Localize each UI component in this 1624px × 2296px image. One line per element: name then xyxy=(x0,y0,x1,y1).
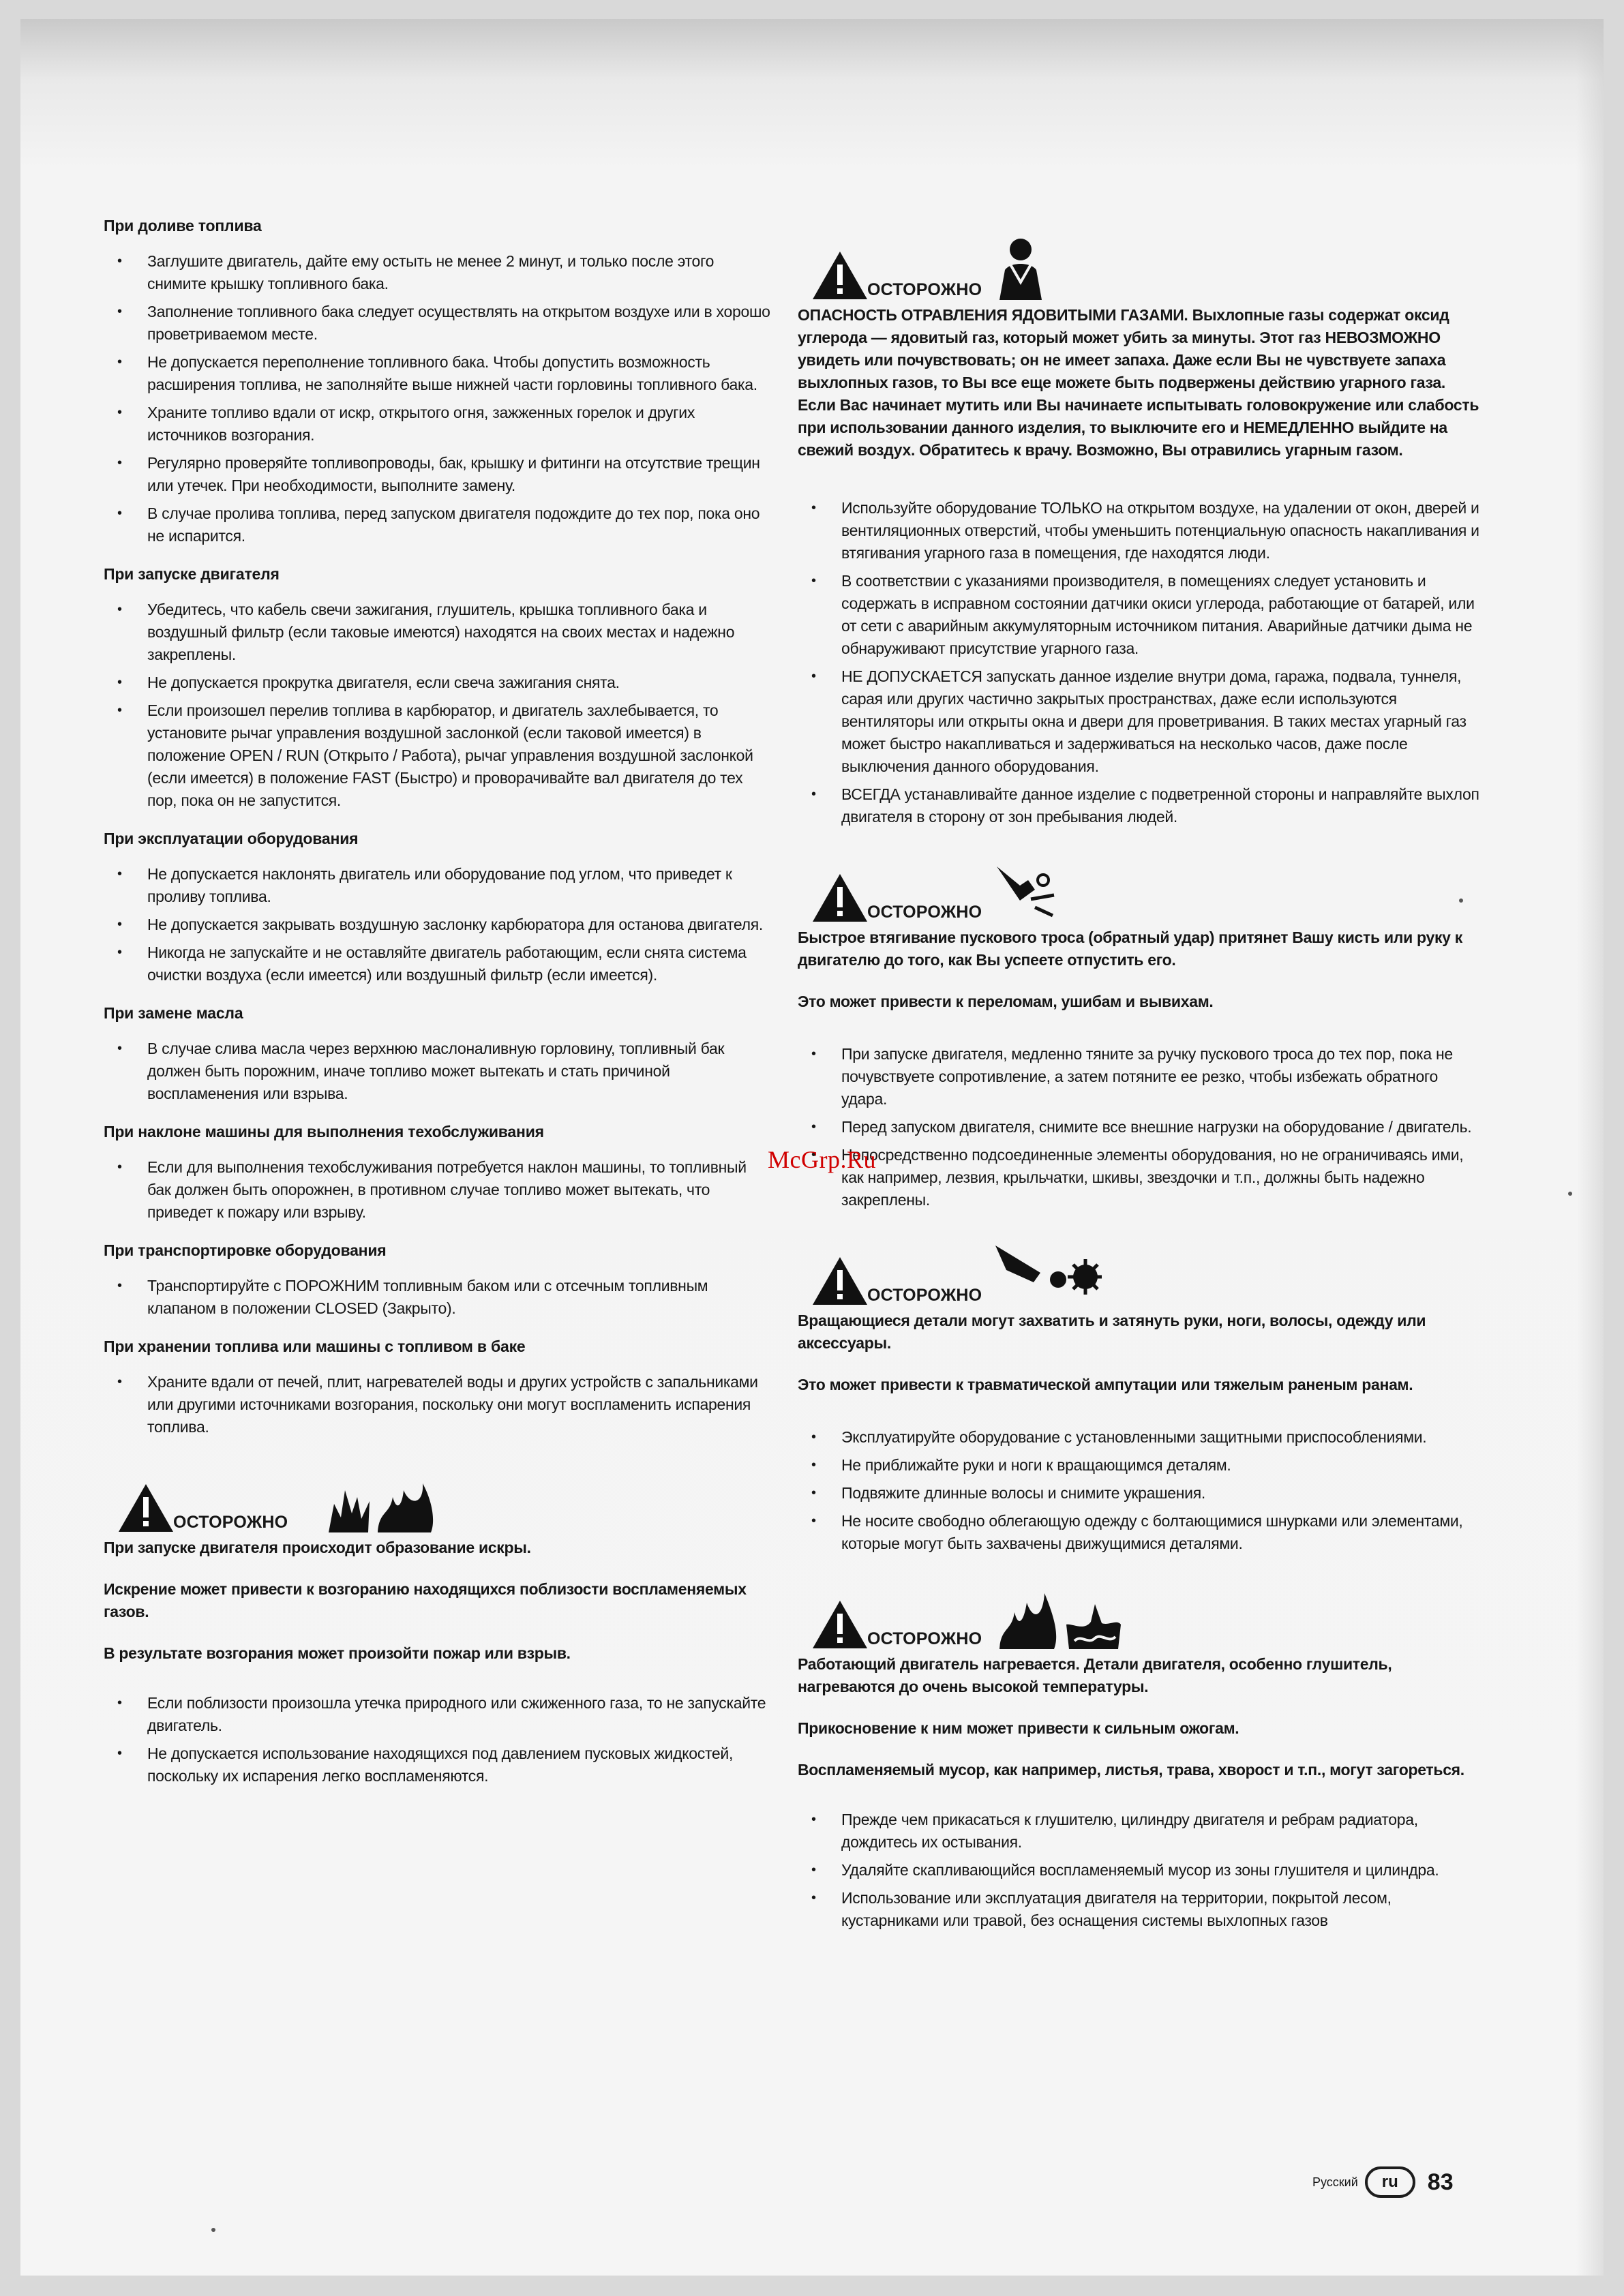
bullet-list xyxy=(104,250,772,547)
list-item: • В соответствии с указаниями производителя, в помещениях следует установить и содержать в исправном состоянии датчики окиси углерода, работающие от батарей, или от сети с аварийным аккумуляторным источником питания. Аварийные датчики дыма не обнаруживают присутствие угарного газа. xyxy=(798,570,1486,660)
warning-text: Работающий двигатель нагревается. Детали двигателя, особенно глушитель, нагреваются до очень высокой температуры. xyxy=(798,1655,1392,1695)
warning-header xyxy=(798,224,1486,304)
list-item: • Если поблизости произошла утечка природного или сжиженного газа, то не запускайте двигатель. xyxy=(104,1692,772,1737)
explosion-fire-icon xyxy=(322,1470,438,1535)
bullet-list xyxy=(104,1156,772,1224)
list-item: • Если для выполнения техобслуживания потребуется наклон машины, то топливный бак должен быть опорожнен, в противном случае топливо может вытекать, что приведет к пожару или взрыву. xyxy=(104,1156,772,1224)
bullet-list xyxy=(798,497,1486,828)
list-item: • Эксплуатируйте оборудование с установленными защитными приспособлениями. xyxy=(798,1426,1486,1449)
section-title: При эксплуатации оборудования xyxy=(104,830,359,847)
bullet-list xyxy=(798,1426,1486,1555)
section-engine-start xyxy=(104,565,772,812)
bullet-list xyxy=(104,1275,772,1320)
list-item: • Храните вдали от печей, плит, нагревателей воды и других устройств с запальниками или другими источниками возгорания, поскольку они могут воспламенить испарения топлива. xyxy=(104,1371,772,1438)
bullet-list xyxy=(104,599,772,812)
bullet-list xyxy=(798,1809,1486,1932)
list-item: • Не носите свободно облегающую одежду с болтающимися шнурками или элементами, которые могут быть захвачены движущимися деталями. xyxy=(798,1510,1486,1555)
section-oil-change xyxy=(104,1004,772,1105)
warning-label: ОСТОРОЖНО xyxy=(173,1513,288,1532)
list-item: • Не приближайте руки и ноги к вращающимся деталям. xyxy=(798,1454,1486,1477)
warning-triangle-icon xyxy=(811,250,869,301)
section-title: При хранении топлива или машины с топливом в баке xyxy=(104,1338,526,1355)
language-code-badge: ru xyxy=(1365,2166,1415,2198)
recoil-hand-icon xyxy=(993,860,1061,925)
list-item: • Перед запуском двигателя, снимите все внешние нагрузки на оборудование / двигатель. xyxy=(798,1116,1486,1138)
list-item: • Регулярно проверяйте топливопроводы, бак, крышку и фитинги на отсутствие трещин или утечек. При необходимости, выполните замену. xyxy=(104,452,772,497)
list-item: • Транспортируйте с ПОРОЖНИМ топливным баком или с отсечным топливным клапаном в положении CLOSED (Закрыто). xyxy=(104,1275,772,1320)
bullet-list xyxy=(104,1038,772,1105)
warning-text: Воспламеняемый мусор, как например, листья, трава, хворост и т.п., могут загореться. xyxy=(798,1761,1464,1779)
list-item: • ВСЕГДА устанавливайте данное изделие с подветренной стороны и направляйте выхлоп двигателя в сторону от зон пребывания людей. xyxy=(798,783,1486,828)
watermark: McGrp.Ru xyxy=(768,1146,876,1173)
document-page xyxy=(20,19,1604,2276)
list-item: • Не допускается использование находящихся под давлением пусковых жидкостей, поскольку их испарения легко воспламеняются. xyxy=(104,1742,772,1787)
list-item: • Удаляйте скапливающийся воспламеняемый мусор из зоны глушителя и цилиндра. xyxy=(798,1859,1486,1882)
warning-header xyxy=(798,1573,1486,1653)
warning-text: ОПАСНОСТЬ ОТРАВЛЕНИЯ ЯДОВИТЫМИ ГАЗАМИ. Выхлопные газы содержат оксид углерода — ядовитый газ, который может убить за минуты. Этот газ НЕВОЗМОЖНО увидеть или почувствовать; он не имеет запаха. Даже если Вы не чувствуете запаха выхлопных газов, то Вы все еще можете быть подвержены действию угарного газа. Если Вас начинает мутить или Вы начинаете испытывать головокружение или слабость при использовании данного изделия, то выключите его и НЕМЕДЛЕННО выйдите на свежий воздух. Обратитесь к врачу. Возможно, Вы отравились угарным газом. xyxy=(798,306,1479,459)
warning-kickback xyxy=(798,846,1486,1211)
scan-speck xyxy=(211,2228,215,2232)
bullet-list xyxy=(104,863,772,986)
list-item: • При запуске двигателя, медленно тяните за ручку пускового троса до тех пор, пока не почувствуете сопротивление, а затем потяните ее резко, чтобы избежать обратного удара. xyxy=(798,1043,1486,1111)
warning-text: Вращающиеся детали могут захватить и затянуть руки, ноги, волосы, одежду или аксессуары. xyxy=(798,1312,1426,1352)
section-transport xyxy=(104,1241,772,1320)
section-refueling xyxy=(104,217,772,547)
page-number: 83 xyxy=(1427,2169,1454,2195)
list-item: • Не допускается наклонять двигатель или оборудование под углом, что приведет к проливу топлива. xyxy=(104,863,772,908)
warning-label: ОСТОРОЖНО xyxy=(867,280,982,299)
list-item: • Прежде чем прикасаться к глушителю, цилиндру двигателя и ребрам радиатора, дождитесь их остывания. xyxy=(798,1809,1486,1854)
list-item: • В случае слива масла через верхнюю маслоналивную горловину, топливный бак должен быть порожним, иначе топливо может вытекать и стать причиной воспламенения или взрыва. xyxy=(104,1038,772,1105)
warning-label: ОСТОРОЖНО xyxy=(867,903,982,922)
section-title: При запуске двигателя xyxy=(104,565,280,583)
warning-header xyxy=(798,1229,1486,1310)
list-item: • Не допускается переполнение топливного бака. Чтобы допустить возможность расширения топлива, не заполняйте выше нижней части горловины топливного бака. xyxy=(104,351,772,396)
section-title: При наклоне машины для выполнения техобслуживания xyxy=(104,1123,544,1141)
section-operation xyxy=(104,830,772,986)
warning-triangle-icon xyxy=(117,1482,175,1534)
list-item: • Заглушите двигатель, дайте ему остыть не менее 2 минут, и только после этого снимите крышку топливного бака. xyxy=(104,250,772,295)
right-column xyxy=(798,224,1486,1950)
bullet-list xyxy=(104,1692,772,1787)
warning-text: Быстрое втягивание пускового троса (обратный удар) притянет Вашу кисть или руку к двигателю до того, как Вы успеете отпустить его. xyxy=(798,928,1462,969)
warning-text: Искрение может привести к возгоранию находящихся поблизости воспламеняемых газов. xyxy=(104,1580,747,1620)
scan-speck xyxy=(1568,1192,1572,1196)
warning-label: ОСТОРОЖНО xyxy=(867,1286,982,1305)
warning-label: ОСТОРОЖНО xyxy=(867,1629,982,1648)
list-item: • Подвяжите длинные волосы и снимите украшения. xyxy=(798,1482,1486,1505)
warning-triangle-icon xyxy=(811,872,869,924)
list-item: • В случае пролива топлива, перед запуском двигателя подождите до тех пор, пока оно не испарится. xyxy=(104,502,772,547)
entanglement-hand-icon xyxy=(993,1240,1102,1308)
list-item: • Никогда не запускайте и не оставляйте двигатель работающим, если снята система очистки воздуха (если имеется) или воздушный фильтр (если имеется). xyxy=(104,941,772,986)
fire-hot-surface-icon xyxy=(995,1584,1125,1652)
warning-carbon-monoxide xyxy=(798,224,1486,828)
language-label: Русский xyxy=(1312,2175,1358,2189)
warning-hot-surface xyxy=(798,1573,1486,1932)
scan-speck xyxy=(1459,898,1463,903)
list-item: • Заполнение топливного бака следует осуществлять на открытом воздухе или в хорошо проветриваемом месте. xyxy=(104,301,772,346)
warning-triangle-icon xyxy=(811,1255,869,1307)
warning-rotating-parts xyxy=(798,1229,1486,1555)
bullet-list xyxy=(104,1371,772,1438)
list-item: • Не допускается прокрутка двигателя, если свеча зажигания снята. xyxy=(104,671,772,694)
page-footer xyxy=(1312,2166,1454,2198)
list-item: • Непосредственно подсоединенные элементы оборудования, но не ограничиваясь ими, как например, лезвия, крыльчатки, шкивы, звездочки и т.п., должны быть надежно закреплены. xyxy=(798,1144,1486,1211)
list-item: • Не допускается закрывать воздушную заслонку карбюратора для останова двигателя. xyxy=(104,913,772,936)
warning-text: В результате возгорания может произойти пожар или взрыв. xyxy=(104,1644,571,1662)
left-column xyxy=(104,217,772,1805)
list-item: • Убедитесь, что кабель свечи зажигания, глушитель, крышка топливного бака и воздушный фильтр (если таковые имеются) находятся на своих местах и надежно закреплены. xyxy=(104,599,772,666)
section-title: При доливе топлива xyxy=(104,217,262,235)
list-item: • Используйте оборудование ТОЛЬКО на открытом воздухе, на удалении от окон, дверей и вентиляционных отверстий, чтобы уменьшить потенциальную опасность накапливания и втягивания угарного газа в помещения, где находятся люди. xyxy=(798,497,1486,564)
warning-spark xyxy=(104,1456,772,1787)
list-item: • Использование или эксплуатация двигателя на территории, покрытой лесом, кустарниками или травой, без оснащения системы выхлопных газов xyxy=(798,1887,1486,1932)
toxic-gas-person-icon xyxy=(990,235,1051,303)
list-item: • НЕ ДОПУСКАЕТСЯ запускать данное изделие внутри дома, гаража, подвала, туннеля, сарая или других частично закрытых пространствах, даже если используются вентиляторы или открыты окна и двери для проветривания. В таких местах угарный газ может быстро накапливаться и задерживаться на несколько часов, даже после выключения данного оборудования. xyxy=(798,665,1486,778)
warning-text: Это может привести к травматической ампутации или тяжелым раненым ранам. xyxy=(798,1376,1413,1393)
list-item: • Храните топливо вдали от искр, открытого огня, зажженных горелок и других источников возгорания. xyxy=(104,402,772,447)
warning-header xyxy=(104,1456,772,1537)
warning-triangle-icon xyxy=(811,1599,869,1650)
warning-text: Прикосновение к ним может привести к сильным ожогам. xyxy=(798,1719,1239,1737)
section-storage xyxy=(104,1338,772,1438)
section-tilting xyxy=(104,1123,772,1224)
warning-header xyxy=(798,846,1486,926)
list-item: • Если произошел перелив топлива в карбюратор, и двигатель захлебывается, то установите рычаг управления воздушной заслонкой (если таковой имеется) в положение OPEN / RUN (Открыто / Работа), рычаг управления воздушной заслонкой (если имеется) в положение FAST (Быстро) и проворачивайте вал двигателя до тех пор, пока он не запустится. xyxy=(104,699,772,812)
section-title: При замене масла xyxy=(104,1004,243,1022)
section-title: При транспортировке оборудования xyxy=(104,1241,387,1259)
warning-text: При запуске двигателя происходит образование искры. xyxy=(104,1539,531,1556)
warning-text: Это может привести к переломам, ушибам и вывихам. xyxy=(798,993,1214,1010)
bullet-list xyxy=(798,1043,1486,1211)
